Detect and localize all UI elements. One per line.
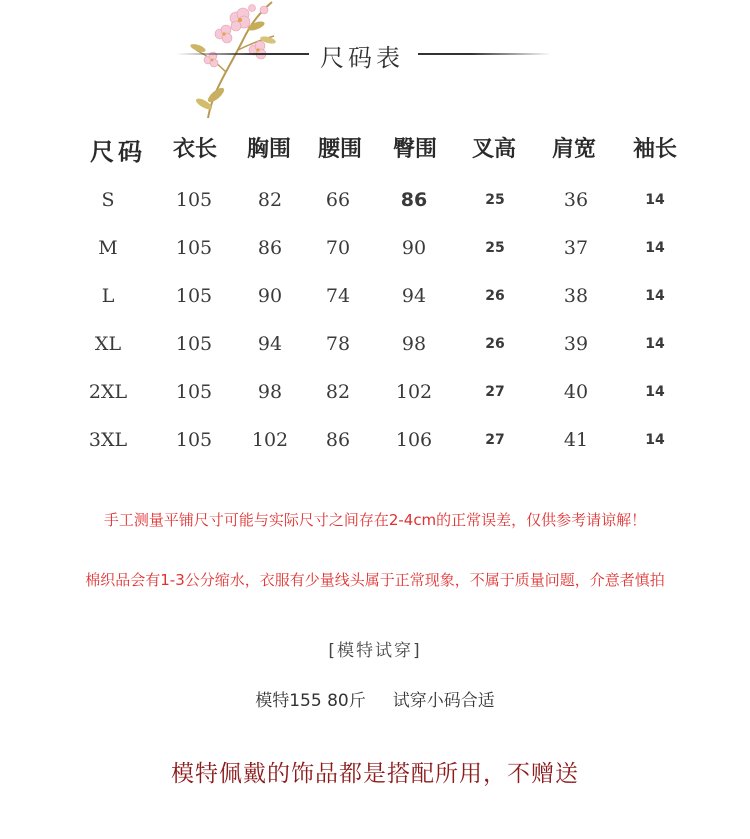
cell-length: 105: [175, 429, 213, 451]
table-row: [0, 381, 750, 411]
shrinkage-note: 棉织品会有1-3公分缩水，衣服有少量线头属于正常现象，不属于质量问题，介意者慎拍: [85, 571, 665, 589]
page-title: 尺码表: [320, 44, 404, 72]
cell-size: 3XL: [88, 429, 128, 451]
cell-shoulder: 36: [563, 189, 589, 211]
cell-size: L: [101, 285, 115, 307]
cell-size: S: [101, 189, 115, 211]
cell-hip: 102: [395, 381, 433, 403]
title-bar: [0, 36, 750, 76]
title-divider-right: [418, 53, 551, 55]
cell-size: XL: [94, 333, 122, 355]
table-row: [0, 333, 750, 363]
cell-slit-height: 26: [485, 288, 505, 304]
cell-sleeve: 14: [645, 336, 665, 352]
measurement-error-note: 手工测量平铺尺寸可能与实际尺寸之间存在2-4cm的正常误差，仅供参考请谅解！: [103, 511, 647, 529]
cell-bust: 86: [257, 237, 283, 259]
column-header-bust: 胸围: [246, 137, 292, 162]
cell-slit-height: 27: [485, 384, 505, 400]
cell-hip: 106: [395, 429, 433, 451]
cell-hip: 98: [401, 333, 427, 355]
cell-shoulder: 39: [563, 333, 589, 355]
cell-waist: 86: [325, 429, 351, 451]
cell-hip: 86: [400, 189, 428, 211]
column-header-length: 衣长: [172, 137, 218, 162]
cell-shoulder: 41: [563, 429, 589, 451]
cell-bust: 102: [251, 429, 289, 451]
cell-bust: 98: [257, 381, 283, 403]
cell-size: 2XL: [88, 381, 128, 403]
model-fitting-heading: [模特试穿]: [328, 641, 422, 661]
cell-bust: 90: [257, 285, 283, 307]
table-row: [0, 189, 750, 219]
cell-bust: 94: [257, 333, 283, 355]
column-header-size: 尺码: [90, 138, 146, 166]
cell-slit-height: 26: [485, 336, 505, 352]
cell-bust: 82: [257, 189, 283, 211]
cell-waist: 82: [325, 381, 351, 403]
cell-waist: 70: [325, 237, 351, 259]
cell-sleeve: 14: [645, 384, 665, 400]
cell-hip: 90: [401, 237, 427, 259]
cell-length: 105: [175, 381, 213, 403]
cell-slit-height: 27: [485, 432, 505, 448]
cell-shoulder: 37: [563, 237, 589, 259]
cell-sleeve: 14: [645, 432, 665, 448]
cell-length: 105: [175, 285, 213, 307]
cell-length: 105: [175, 237, 213, 259]
cell-slit-height: 25: [485, 240, 505, 256]
cell-size: M: [98, 237, 118, 259]
table-row: [0, 237, 750, 267]
cell-sleeve: 14: [645, 192, 665, 208]
cell-shoulder: 40: [563, 381, 589, 403]
accessories-disclaimer: 模特佩戴的饰品都是搭配所用，不赠送: [171, 761, 579, 787]
title-divider-left: [176, 53, 309, 55]
model-fitting-info: 模特155 80斤 试穿小码合适: [255, 691, 495, 711]
cell-waist: 74: [325, 285, 351, 307]
cell-length: 105: [175, 333, 213, 355]
cell-waist: 78: [325, 333, 351, 355]
table-row: [0, 429, 750, 459]
column-header-waist: 腰围: [317, 137, 363, 162]
cell-waist: 66: [325, 189, 351, 211]
column-header-slit-height: 叉高: [471, 137, 517, 162]
column-header-shoulder: 肩宽: [551, 137, 597, 162]
cell-sleeve: 14: [645, 288, 665, 304]
cell-slit-height: 25: [485, 192, 505, 208]
cell-sleeve: 14: [645, 240, 665, 256]
column-header-sleeve: 袖长: [632, 137, 678, 162]
cell-shoulder: 38: [563, 285, 589, 307]
column-header-hip: 臀围: [392, 137, 438, 162]
cell-hip: 94: [401, 285, 427, 307]
cell-length: 105: [175, 189, 213, 211]
table-row: [0, 285, 750, 315]
